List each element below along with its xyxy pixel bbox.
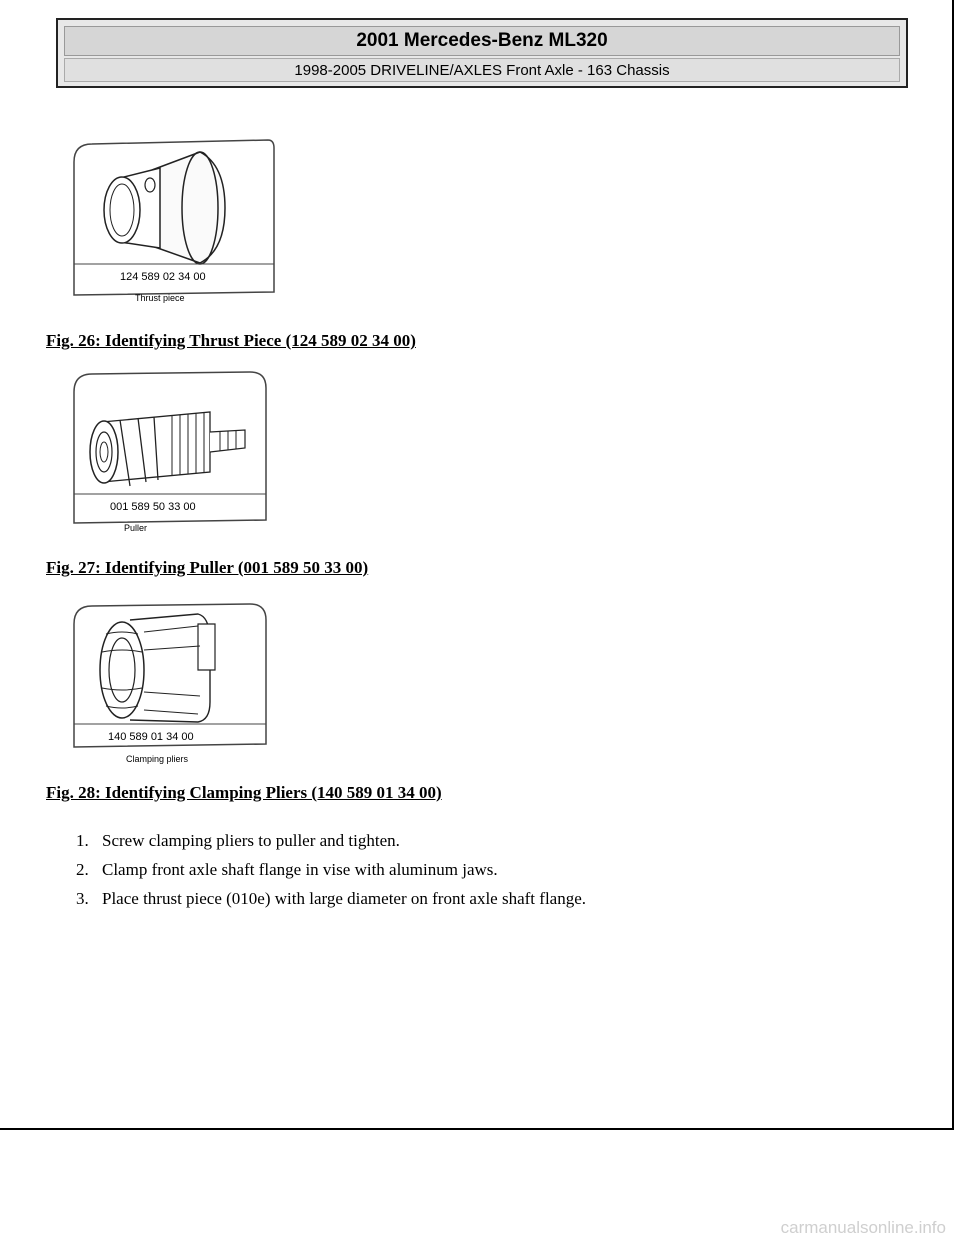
document-header xyxy=(56,18,908,88)
clamping-pliers-part-number: 140 589 01 34 00 xyxy=(108,731,194,743)
clamping-pliers-illustration xyxy=(60,592,280,767)
step-item xyxy=(76,884,586,913)
step-text: Clamp front axle shaft flange in vise with aluminum jaws. xyxy=(102,860,498,879)
step-item xyxy=(76,826,586,855)
step-text: Place thrust piece (010e) with large diameter on front axle shaft flange. xyxy=(102,889,587,908)
clamping-pliers-name: Clamping pliers xyxy=(126,754,189,764)
step-number: 3. xyxy=(76,889,89,908)
fig-26-caption: Fig. 26: Identifying Thrust Piece (124 589 02 34 00) xyxy=(46,331,416,350)
procedure-steps xyxy=(76,826,586,913)
step-number: 1. xyxy=(76,831,89,850)
thrust-piece-name: Thrust piece xyxy=(135,293,185,303)
step-number: 2. xyxy=(76,860,89,879)
page-border-right xyxy=(952,0,954,1128)
thrust-piece-part-number: 124 589 02 34 00 xyxy=(120,271,206,283)
puller-part-number: 001 589 50 33 00 xyxy=(110,501,196,513)
header-subtitle: 1998-2005 DRIVELINE/AXLES Front Axle - 163 Chassis xyxy=(64,58,900,82)
puller-name: Puller xyxy=(124,523,148,533)
step-text: Screw clamping pliers to puller and tighten. xyxy=(102,831,400,850)
step-item xyxy=(76,855,586,884)
thrust-piece-illustration xyxy=(60,130,280,305)
page-border-bottom xyxy=(0,1128,954,1130)
fig-27-caption: Fig. 27: Identifying Puller (001 589 50 33 00) xyxy=(46,558,369,577)
footer-watermark: carmanualsonline.info xyxy=(780,1218,946,1237)
header-title: 2001 Mercedes-Benz ML320 xyxy=(64,26,900,56)
puller-illustration xyxy=(60,360,280,535)
fig-28-caption: Fig. 28: Identifying Clamping Pliers (140 589 01 34 00) xyxy=(46,783,442,802)
